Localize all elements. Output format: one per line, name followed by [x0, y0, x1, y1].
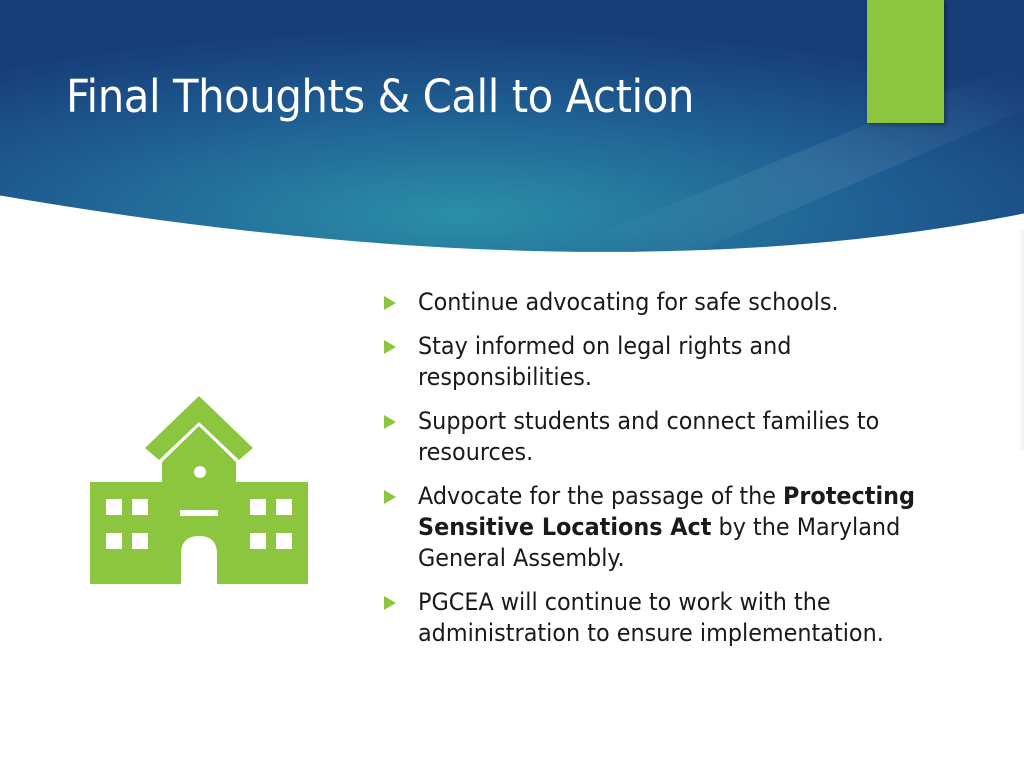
bullet-text: Support students and connect families to resources. — [418, 407, 880, 466]
bullet-item — [380, 481, 980, 574]
bullet-list — [380, 287, 980, 662]
act-name-bold: Protecting Sensitive Locations Act — [418, 482, 915, 541]
bullet-text: PGCEA will continue to work with the administration to ensure implementation. — [418, 588, 884, 647]
bullet-text — [418, 481, 948, 574]
bullet-text: Continue advocating for safe schools. — [418, 288, 839, 316]
bullet-arrow-icon — [384, 296, 396, 310]
bullet-item — [380, 331, 980, 393]
school-building-icon — [90, 396, 308, 584]
bullet-text-pre: Advocate for the passage of the — [418, 482, 784, 510]
bullet-text: Stay informed on legal rights and responsibilities. — [418, 332, 792, 391]
slide-title: Final Thoughts & Call to Action — [66, 70, 694, 123]
bullet-arrow-icon — [384, 415, 396, 429]
bullet-arrow-icon — [384, 490, 396, 504]
bullet-text-post: by the Maryland General Assembly. — [418, 513, 901, 572]
edge-shadow — [1018, 230, 1024, 450]
bullet-item — [380, 587, 980, 649]
accent-bar — [867, 0, 944, 123]
bullet-item — [380, 287, 980, 318]
bullet-item — [380, 406, 980, 468]
bullet-arrow-icon — [384, 340, 396, 354]
bullet-arrow-icon — [384, 596, 396, 610]
